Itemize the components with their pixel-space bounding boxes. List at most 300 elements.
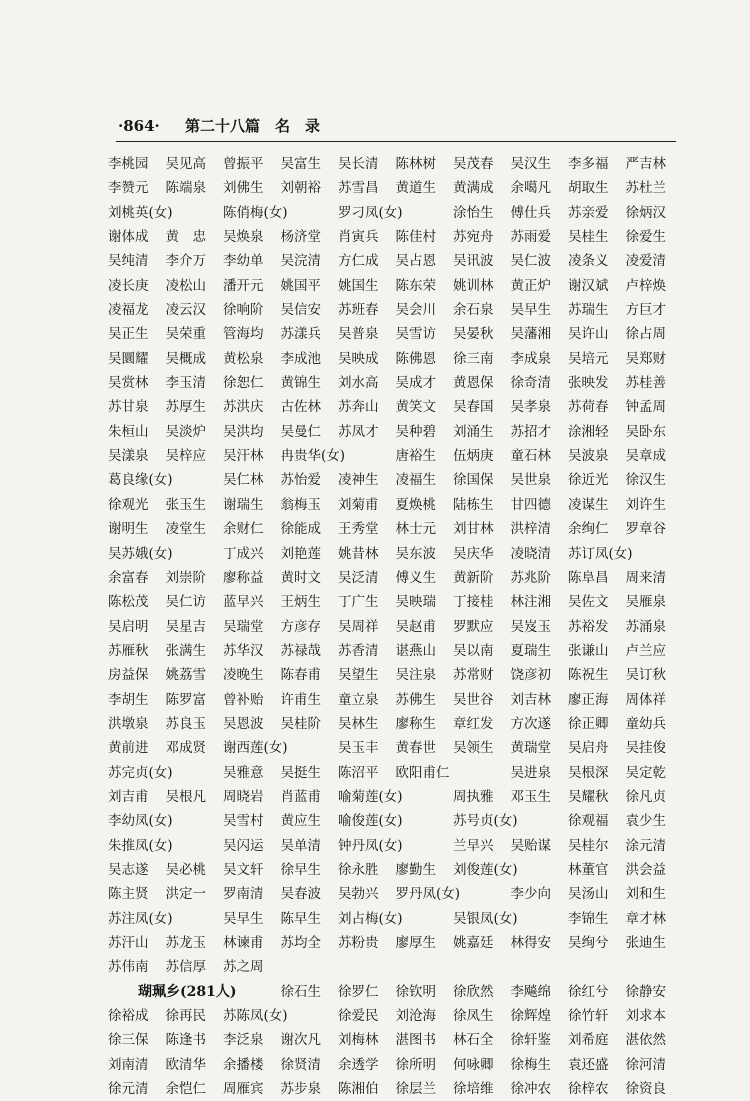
person-name: 苏裕发 xyxy=(568,618,609,635)
person-name: 刘朝裕 xyxy=(280,180,321,197)
person-name: 翁梅玉 xyxy=(280,496,321,513)
person-name: 刘水高 xyxy=(338,375,379,392)
person-name: 吴纯清 xyxy=(108,253,149,270)
person-name: 吴勃兴 xyxy=(338,886,379,903)
person-name: 廖称益 xyxy=(223,569,264,586)
person-name: 徐凡贞 xyxy=(625,788,666,805)
person-name: 徐所明 xyxy=(395,1056,436,1073)
person-name: 苏禄哉 xyxy=(280,642,321,659)
name-line xyxy=(108,931,688,955)
person-name: 吴恩波 xyxy=(223,715,264,732)
person-name: 苏雪昌 xyxy=(338,180,379,197)
person-name: 吴瑞堂 xyxy=(223,618,264,635)
person-name: 童幼兵 xyxy=(625,715,666,732)
person-name: 黄 忠 xyxy=(165,229,206,246)
person-name: 吴东波 xyxy=(395,545,436,562)
person-name: 邓玉生 xyxy=(510,788,551,805)
person-name: 李飚绵 xyxy=(510,983,551,1000)
person-name: 李赞元 xyxy=(108,180,149,197)
person-name: 徐轩鉴 xyxy=(510,1032,551,1049)
person-name: 徐欣然 xyxy=(453,983,494,1000)
person-name: 吴星吉 xyxy=(165,618,206,635)
person-name: 葛良缘(女) xyxy=(108,472,173,489)
name-line xyxy=(108,395,688,419)
person-name: 廖厚生 xyxy=(395,935,436,951)
person-name: 吴单清 xyxy=(280,837,321,854)
person-name: 吴仁林 xyxy=(223,472,264,489)
person-name: 李成泉 xyxy=(510,350,551,367)
person-name: 吴佐文 xyxy=(568,594,609,611)
person-name: 徐爱民 xyxy=(338,1008,379,1025)
person-name: 卢梓焕 xyxy=(625,277,666,294)
person-name: 苏奔山 xyxy=(338,399,379,416)
person-name: 吴必桃 xyxy=(165,861,206,878)
name-line xyxy=(108,882,688,906)
person-name: 谢瑞生 xyxy=(223,496,264,513)
person-name: 罗默应 xyxy=(453,618,494,635)
person-name: 徐爱生 xyxy=(625,229,666,246)
name-line xyxy=(108,1053,688,1077)
person-name: 徐响阶 xyxy=(223,302,264,319)
person-name: 徐河清 xyxy=(625,1056,666,1073)
person-name: 凌神生 xyxy=(338,472,379,489)
person-name: 陈端泉 xyxy=(165,180,206,197)
person-name: 卢兰应 xyxy=(625,642,666,659)
person-name: 黄笑文 xyxy=(395,399,436,416)
person-name: 凌云汉 xyxy=(165,302,206,319)
name-line xyxy=(108,201,688,225)
person-name: 徐培维 xyxy=(453,1081,494,1098)
person-name: 陈佳村 xyxy=(395,229,436,246)
person-name: 林谏甫 xyxy=(223,935,264,951)
person-name: 徐红兮 xyxy=(568,983,609,1000)
person-name: 苏班春 xyxy=(338,302,379,319)
person-name: 苏漾兵 xyxy=(280,326,321,343)
person-name: 曾振平 xyxy=(223,156,264,172)
page-header xyxy=(118,115,320,136)
person-name: 饶彦初 xyxy=(510,667,551,684)
person-name: 吴茂春 xyxy=(453,156,494,172)
person-name: 凌松山 xyxy=(165,277,206,294)
header-rule xyxy=(116,141,676,142)
person-name: 徐资良 xyxy=(625,1081,666,1098)
person-name: 徐观福 xyxy=(568,813,609,830)
name-line xyxy=(108,615,688,639)
person-name: 丁广生 xyxy=(338,594,379,611)
person-name: 廖称生 xyxy=(395,715,436,732)
person-name: 方巨才 xyxy=(625,302,666,319)
person-name: 兰早兴 xyxy=(453,837,494,854)
person-name: 罗丹凤(女) xyxy=(395,886,461,903)
person-name: 黄前进 xyxy=(108,740,149,757)
person-name: 谢汉斌 xyxy=(568,277,609,294)
person-name: 陈罗富 xyxy=(165,691,206,708)
person-name: 吴雁泉 xyxy=(625,594,666,611)
person-name: 吴闪运 xyxy=(223,837,264,854)
name-line xyxy=(108,785,688,809)
person-name: 苏佛生 xyxy=(395,691,436,708)
person-name: 吴卧东 xyxy=(625,423,666,440)
person-name: 林石全 xyxy=(453,1032,494,1049)
person-name: 苏涌泉 xyxy=(625,618,666,635)
person-name: 钟丹凤(女) xyxy=(338,837,403,854)
person-name: 吴世谷 xyxy=(453,691,494,708)
person-name: 肖寅兵 xyxy=(338,229,379,246)
person-name: 徐层兰 xyxy=(395,1081,436,1098)
name-line xyxy=(108,274,688,298)
person-name: 余透学 xyxy=(338,1056,379,1073)
person-name: 周体祥 xyxy=(625,691,666,708)
section-heading: 瑚珮乡(281人) xyxy=(138,983,237,1000)
person-name: 吴圜耀 xyxy=(108,350,149,367)
person-name: 吴焕泉 xyxy=(223,229,264,246)
person-name: 徐辉煌 xyxy=(510,1008,551,1025)
person-name: 吴郑财 xyxy=(625,350,666,367)
person-name: 涂元清 xyxy=(625,837,666,854)
person-name: 李少向 xyxy=(510,886,551,903)
person-name: 苏伟南 xyxy=(108,959,149,976)
person-name: 周雁宾 xyxy=(223,1081,264,1098)
person-name: 徐三保 xyxy=(108,1032,149,1049)
person-name: 吴定乾 xyxy=(625,764,666,781)
person-name: 张谦山 xyxy=(568,642,609,659)
person-name: 苏亲爱 xyxy=(568,204,609,221)
person-name: 吴挂俊 xyxy=(625,740,666,757)
person-name: 古佐林 xyxy=(280,399,321,416)
person-name: 苏凤才 xyxy=(338,423,379,440)
person-name: 余播楼 xyxy=(223,1056,264,1073)
person-name: 凌福龙 xyxy=(108,302,149,319)
person-name: 吴正生 xyxy=(108,326,149,343)
person-name: 吴桂阶 xyxy=(280,715,321,732)
person-name: 吴种碧 xyxy=(395,423,436,440)
person-name: 余噶凡 xyxy=(510,180,551,197)
person-name: 吴注泉 xyxy=(395,667,436,684)
person-name: 吴汉生 xyxy=(510,156,551,172)
person-name: 曾补贻 xyxy=(223,691,264,708)
person-name: 吴培元 xyxy=(568,350,609,367)
person-name: 严吉林 xyxy=(625,156,666,172)
name-line xyxy=(108,371,688,395)
name-line xyxy=(108,1004,688,1028)
person-name: 苏粉贵 xyxy=(338,935,379,951)
person-name: 肖蓝甫 xyxy=(280,788,321,805)
person-name: 徐元清 xyxy=(108,1081,149,1098)
person-name: 林董官 xyxy=(568,861,609,878)
name-line xyxy=(108,176,688,200)
name-line xyxy=(108,249,688,273)
person-name: 吴富生 xyxy=(280,156,321,172)
person-name: 徐裕成 xyxy=(108,1008,149,1025)
person-name: 吴春国 xyxy=(453,399,494,416)
person-name: 童立泉 xyxy=(338,691,379,708)
person-name: 邓成贤 xyxy=(165,740,206,757)
person-name: 苏陈凤(女) xyxy=(223,1008,288,1025)
person-name: 徐梅生 xyxy=(510,1056,551,1073)
person-name: 谢次凡 xyxy=(280,1032,321,1049)
person-name: 谢西莲(女) xyxy=(223,740,288,757)
person-name: 张玉生 xyxy=(165,496,206,513)
person-name: 徐再民 xyxy=(165,1008,206,1025)
person-name: 刘涌生 xyxy=(453,423,494,440)
person-name: 陈沼平 xyxy=(338,764,379,781)
person-name: 苏兆阶 xyxy=(510,569,551,586)
person-name: 洪梓清 xyxy=(510,521,551,538)
person-name: 徐冲农 xyxy=(510,1081,551,1098)
person-name: 吴庆华 xyxy=(453,545,494,562)
person-name: 吴浣清 xyxy=(280,253,321,270)
person-name: 方彦存 xyxy=(280,618,321,635)
person-name: 姚昔林 xyxy=(338,545,379,562)
person-name: 洪定一 xyxy=(165,886,206,903)
name-line xyxy=(108,444,688,468)
person-name: 吴志遂 xyxy=(108,861,149,878)
person-name: 吴汗林 xyxy=(223,448,264,465)
person-name: 徐永胜 xyxy=(338,861,379,878)
person-name: 黄应生 xyxy=(280,813,321,830)
name-line xyxy=(108,955,688,979)
person-name: 方仁成 xyxy=(338,253,379,270)
person-name: 徐奇清 xyxy=(510,375,551,392)
person-name: 刘俊莲(女) xyxy=(453,861,518,878)
person-name: 傅义生 xyxy=(395,569,436,586)
person-name: 夏焕桃 xyxy=(395,496,436,513)
person-name: 凌福生 xyxy=(395,472,436,489)
person-name: 林注湘 xyxy=(510,594,551,611)
person-name: 黄道生 xyxy=(395,180,436,197)
name-line xyxy=(108,688,688,712)
person-name: 周执雅 xyxy=(453,788,494,805)
person-name: 陈松茂 xyxy=(108,594,149,611)
person-name: 张满生 xyxy=(165,642,206,659)
person-name: 唐裕生 xyxy=(395,448,436,465)
person-name: 湛图书 xyxy=(395,1032,436,1049)
person-name: 黄正炉 xyxy=(510,277,551,294)
person-name: 吴洪均 xyxy=(223,423,264,440)
person-name: 李胡生 xyxy=(108,691,149,708)
person-name: 喻俊莲(女) xyxy=(338,813,403,830)
person-name: 欧阳甫仁 xyxy=(395,764,450,781)
name-line xyxy=(108,663,688,687)
person-name: 刘艳莲 xyxy=(280,545,321,562)
person-name: 吴玉丰 xyxy=(338,740,379,757)
person-name: 房益保 xyxy=(108,667,149,684)
person-name: 罗刁凤(女) xyxy=(338,204,403,221)
person-name: 苏桂善 xyxy=(625,375,666,392)
person-name: 吴波泉 xyxy=(568,448,609,465)
person-name: 章红发 xyxy=(453,715,494,732)
person-name: 林士元 xyxy=(395,521,436,538)
person-name: 袁少生 xyxy=(625,813,666,830)
person-name: 吴文轩 xyxy=(223,861,264,878)
person-name: 刘菊甫 xyxy=(338,496,379,513)
person-name: 徐近光 xyxy=(568,472,609,489)
person-name: 涂怡生 xyxy=(453,204,494,221)
person-name: 陈春甫 xyxy=(280,667,321,684)
person-name: 凌长庚 xyxy=(108,277,149,294)
name-line xyxy=(108,152,688,176)
person-name: 余财仁 xyxy=(223,521,264,538)
person-name: 苏招才 xyxy=(510,423,551,440)
person-name: 黄松泉 xyxy=(223,350,264,367)
person-name: 吴孝泉 xyxy=(510,399,551,416)
person-name: 李介万 xyxy=(165,253,206,270)
person-name: 苏华汉 xyxy=(223,642,264,659)
person-name: 余富春 xyxy=(108,569,149,586)
person-name: 吴梓应 xyxy=(165,448,206,465)
person-name: 苏均全 xyxy=(280,935,321,951)
name-line xyxy=(108,1077,688,1101)
person-name: 吴普泉 xyxy=(338,326,379,343)
person-name: 苏订凤(女) xyxy=(568,545,633,562)
person-name: 苏香清 xyxy=(338,642,379,659)
person-name: 吴春波 xyxy=(280,886,321,903)
person-name: 苏雨爱 xyxy=(510,229,551,246)
person-name: 冉贵华(女) xyxy=(280,448,346,465)
person-name: 刘甘林 xyxy=(453,521,494,538)
person-name: 杨济堂 xyxy=(280,229,321,246)
person-name: 徐能成 xyxy=(280,521,321,538)
person-name: 刘希庭 xyxy=(568,1032,609,1049)
person-name: 吴桂尔 xyxy=(568,837,609,854)
person-name: 吴周祥 xyxy=(338,618,379,635)
person-name: 章才林 xyxy=(625,910,666,927)
person-name: 湛依然 xyxy=(625,1032,666,1049)
person-name: 陈佛恩 xyxy=(395,350,436,367)
person-name: 袁还盛 xyxy=(568,1056,609,1073)
person-name: 徐静安 xyxy=(625,983,666,1000)
person-name: 吴赵甫 xyxy=(395,618,436,635)
name-line xyxy=(108,639,688,663)
person-name: 许甫生 xyxy=(280,691,321,708)
person-name: 姚训林 xyxy=(453,277,494,294)
person-name: 徐炳汉 xyxy=(625,204,666,221)
person-name: 刘吉甫 xyxy=(108,788,149,805)
person-name: 凌晓清 xyxy=(510,545,551,562)
name-line xyxy=(108,761,688,785)
name-line xyxy=(108,468,688,492)
person-name: 姚嘉廷 xyxy=(453,935,494,951)
person-name: 凌晚生 xyxy=(223,667,264,684)
person-name: 吴银凤(女) xyxy=(453,910,518,927)
person-name: 吴早生 xyxy=(510,302,551,319)
person-name: 罗南清 xyxy=(223,886,264,903)
person-name: 童石林 xyxy=(510,448,551,465)
person-name: 刘许生 xyxy=(625,496,666,513)
person-name: 吴根凡 xyxy=(165,788,206,805)
chapter-title: 第二十八篇 名 录 xyxy=(185,117,321,135)
person-name: 苏荷春 xyxy=(568,399,609,416)
name-line xyxy=(108,517,688,541)
person-name: 徐早生 xyxy=(280,861,321,878)
person-name: 陆栋生 xyxy=(453,496,494,513)
person-name: 李泛泉 xyxy=(223,1032,264,1049)
person-name: 吴根深 xyxy=(568,764,609,781)
person-name: 吴映瑞 xyxy=(395,594,436,611)
person-name: 吴讯波 xyxy=(453,253,494,270)
person-name: 陈东荣 xyxy=(395,277,436,294)
person-name: 苏良玉 xyxy=(165,715,206,732)
person-name: 吴曼仁 xyxy=(280,423,321,440)
person-name: 刘佛生 xyxy=(223,180,264,197)
person-name: 吴苏娥(女) xyxy=(108,545,173,562)
person-name: 姚国生 xyxy=(338,277,379,294)
person-name: 李多福 xyxy=(568,156,609,172)
person-name: 廖正海 xyxy=(568,691,609,708)
person-name: 吴雪访 xyxy=(395,326,436,343)
person-name: 甘四德 xyxy=(510,496,551,513)
person-name: 黄春世 xyxy=(395,740,436,757)
person-name: 丁接桂 xyxy=(453,594,494,611)
person-name: 吴雅意 xyxy=(223,764,264,781)
person-name: 苏洪庆 xyxy=(223,399,264,416)
person-name: 方次遂 xyxy=(510,715,551,732)
person-name: 管海均 xyxy=(223,326,264,343)
person-name: 苏步泉 xyxy=(280,1081,321,1098)
person-name: 王秀堂 xyxy=(338,521,379,538)
person-name: 吴进泉 xyxy=(510,764,551,781)
person-name: 吴以南 xyxy=(453,642,494,659)
name-line xyxy=(108,907,688,931)
name-line xyxy=(108,736,688,760)
person-name: 刘吉林 xyxy=(510,691,551,708)
person-name: 李桃园 xyxy=(108,156,149,172)
person-name: 吴泛清 xyxy=(338,569,379,586)
name-line xyxy=(108,420,688,444)
person-name: 苏甘泉 xyxy=(108,399,149,416)
person-name: 苏宛舟 xyxy=(453,229,494,246)
person-name: 吴漾泉 xyxy=(108,448,149,465)
person-name: 余石泉 xyxy=(453,302,494,319)
person-name: 徐恕仁 xyxy=(223,375,264,392)
name-line xyxy=(108,542,688,566)
person-name: 吴长清 xyxy=(338,156,379,172)
person-name: 苏完贞(女) xyxy=(108,764,173,781)
name-line xyxy=(108,298,688,322)
person-name: 姚荔雪 xyxy=(165,667,206,684)
page-number: ·864· xyxy=(118,117,160,135)
person-name: 黄满成 xyxy=(453,180,494,197)
person-name: 黄瑞堂 xyxy=(510,740,551,757)
person-name: 李成池 xyxy=(280,350,321,367)
person-name: 吴仁访 xyxy=(165,594,206,611)
person-name: 徐贤清 xyxy=(280,1056,321,1073)
person-name: 吴占恩 xyxy=(395,253,436,270)
person-name: 徐石生 xyxy=(280,983,321,1000)
person-name: 凌堂生 xyxy=(165,521,206,538)
person-name: 吴望生 xyxy=(338,667,379,684)
person-name: 吴启明 xyxy=(108,618,149,635)
name-line xyxy=(108,809,688,833)
person-name: 伍炳庚 xyxy=(453,448,494,465)
person-name: 凌条义 xyxy=(568,253,609,270)
person-name: 夏瑞生 xyxy=(510,642,551,659)
person-name: 涂湘轻 xyxy=(568,423,609,440)
person-name: 徐罗仁 xyxy=(338,983,379,1000)
name-line xyxy=(108,566,688,590)
person-name: 吴世泉 xyxy=(510,472,551,489)
person-name: 吴晏秋 xyxy=(453,326,494,343)
person-name: 苏怡爱 xyxy=(280,472,321,489)
person-name: 廖勤生 xyxy=(395,861,436,878)
person-name: 潘开元 xyxy=(223,277,264,294)
person-name: 苏雁秋 xyxy=(108,642,149,659)
person-name: 徐钦明 xyxy=(395,983,436,1000)
person-name: 黄锦生 xyxy=(280,375,321,392)
person-name: 朱桓山 xyxy=(108,423,149,440)
person-name: 苏常财 xyxy=(453,667,494,684)
person-name: 凌谋生 xyxy=(568,496,609,513)
